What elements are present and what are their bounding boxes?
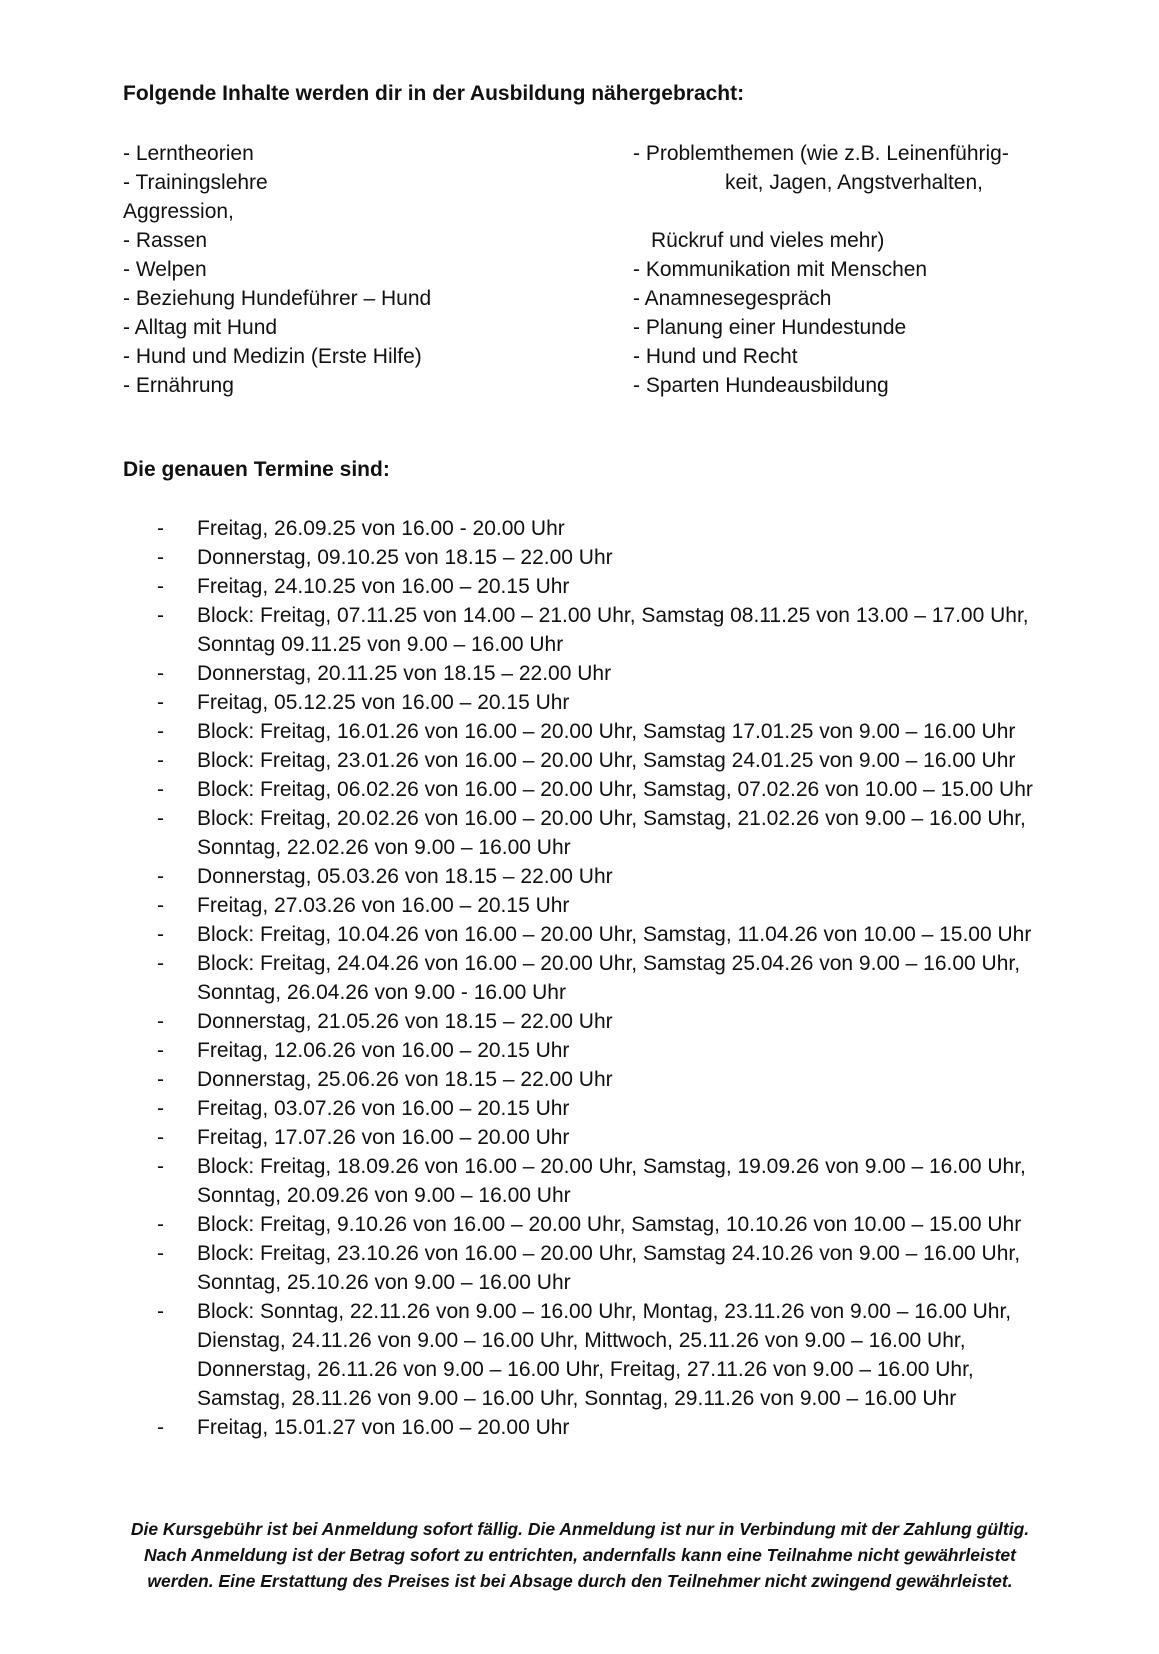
date-entry — [123, 601, 1083, 659]
topics-right-column — [633, 139, 1103, 400]
date-entry — [123, 1036, 1083, 1065]
date-entry-line: Sonntag, 25.10.26 von 9.00 – 16.00 Uhr — [197, 1271, 571, 1294]
date-entry-line: Freitag, 27.03.26 von 16.00 – 20.15 Uhr — [197, 894, 570, 917]
date-entry — [123, 572, 1083, 601]
topic-item: - Alltag mit Hund — [123, 316, 278, 339]
bullet-dash: - — [157, 691, 164, 714]
date-entry-line: Block: Freitag, 9.10.26 von 16.00 – 20.00 Uhr, Samstag, 10.10.26 von 10.00 – 15.00 Uhr — [197, 1213, 1022, 1236]
topic-item: - Anamnesegespräch — [633, 287, 832, 310]
date-entry-line: Freitag, 17.07.26 von 16.00 – 20.00 Uhr — [197, 1126, 570, 1149]
bullet-dash: - — [157, 662, 164, 685]
topic-item: - Rassen — [123, 229, 208, 252]
date-entry — [123, 1065, 1083, 1094]
bullet-dash: - — [157, 575, 164, 598]
topic-item-continuation: Rückruf und vieles mehr) — [651, 229, 885, 252]
date-entry-line: Block: Freitag, 16.01.26 von 16.00 – 20.00 Uhr, Samstag 17.01.25 von 9.00 – 16.00 Uhr — [197, 720, 1016, 743]
content-heading: Folgende Inhalte werden dir in der Ausbildung nähergebracht: — [123, 82, 745, 105]
date-entry-line: Donnerstag, 21.05.26 von 18.15 – 22.00 Uhr — [197, 1010, 613, 1033]
date-entry — [123, 1239, 1083, 1297]
payment-notice — [80, 1516, 1080, 1594]
bullet-dash: - — [157, 923, 164, 946]
topic-item: - Lerntheorien — [123, 142, 254, 165]
date-entry — [123, 1297, 1083, 1413]
date-entry — [123, 1413, 1083, 1442]
date-entry-line: Freitag, 26.09.25 von 16.00 - 20.00 Uhr — [197, 517, 565, 540]
topic-item: Aggression, — [123, 200, 234, 223]
topic-item: - Sparten Hundeausbildung — [633, 374, 889, 397]
date-entry-line: Sonntag 09.11.25 von 9.00 – 16.00 Uhr — [197, 633, 564, 656]
date-entry — [123, 1152, 1083, 1210]
date-entry-line: Donnerstag, 09.10.25 von 18.15 – 22.00 Uhr — [197, 546, 613, 569]
bullet-dash: - — [157, 778, 164, 801]
date-entry-line: Block: Freitag, 18.09.26 von 16.00 – 20.00 Uhr, Samstag, 19.09.26 von 9.00 – 16.00 Uhr, — [197, 1155, 1026, 1178]
date-entry — [123, 862, 1083, 891]
date-entry — [123, 1094, 1083, 1123]
topic-item: - Beziehung Hundeführer – Hund — [123, 287, 432, 310]
bullet-dash: - — [157, 546, 164, 569]
bullet-dash: - — [157, 604, 164, 627]
payment-notice-line: Nach Anmeldung ist der Betrag sofort zu entrichten, andernfalls kann eine Teilnahme nicht gewährleistet — [144, 1545, 1016, 1565]
date-entry-line: Freitag, 12.06.26 von 16.00 – 20.15 Uhr — [197, 1039, 570, 1062]
bullet-dash: - — [157, 517, 164, 540]
date-entry-line: Block: Freitag, 24.04.26 von 16.00 – 20.00 Uhr, Samstag 25.04.26 von 9.00 – 16.00 Uhr, — [197, 952, 1021, 975]
date-entry-line: Block: Freitag, 07.11.25 von 14.00 – 21.00 Uhr, Samstag 08.11.25 von 13.00 – 17.00 Uhr, — [197, 604, 1029, 627]
date-entry — [123, 746, 1083, 775]
bullet-dash: - — [157, 952, 164, 975]
payment-notice-line: werden. Eine Erstattung des Preises ist bei Absage durch den Teilnehmer nicht zwingend gewährleistet. — [147, 1571, 1013, 1591]
bullet-dash: - — [157, 1155, 164, 1178]
date-entry — [123, 775, 1083, 804]
date-entry — [123, 949, 1083, 1007]
date-entry-line: Block: Freitag, 20.02.26 von 16.00 – 20.00 Uhr, Samstag, 21.02.26 von 9.00 – 16.00 Uhr, — [197, 807, 1026, 830]
date-entry-line: Freitag, 03.07.26 von 16.00 – 20.15 Uhr — [197, 1097, 570, 1120]
date-entry — [123, 717, 1083, 746]
topic-item: - Hund und Recht — [633, 345, 798, 368]
date-entry — [123, 804, 1083, 862]
date-entry — [123, 920, 1083, 949]
date-entry-line: Donnerstag, 26.11.26 von 9.00 – 16.00 Uhr, Freitag, 27.11.26 von 9.00 – 16.00 Uhr, — [197, 1358, 974, 1381]
bullet-dash: - — [157, 1126, 164, 1149]
date-entry — [123, 543, 1083, 572]
bullet-dash: - — [157, 1416, 164, 1439]
date-entry-line: Dienstag, 24.11.26 von 9.00 – 16.00 Uhr, Mittwoch, 25.11.26 von 9.00 – 16.00 Uhr, — [197, 1329, 966, 1352]
date-entry-line: Donnerstag, 25.06.26 von 18.15 – 22.00 Uhr — [197, 1068, 613, 1091]
bullet-dash: - — [157, 1242, 164, 1265]
date-entry-line: Sonntag, 26.04.26 von 9.00 - 16.00 Uhr — [197, 981, 566, 1004]
date-entry-line: Donnerstag, 05.03.26 von 18.15 – 22.00 Uhr — [197, 865, 613, 888]
bullet-dash: - — [157, 1213, 164, 1236]
bullet-dash: - — [157, 720, 164, 743]
date-entry — [123, 891, 1083, 920]
bullet-dash: - — [157, 894, 164, 917]
date-entry-line: Block: Freitag, 23.10.26 von 16.00 – 20.00 Uhr, Samstag 24.10.26 von 9.00 – 16.00 Uhr, — [197, 1242, 1021, 1265]
topic-item: - Hund und Medizin (Erste Hilfe) — [123, 345, 422, 368]
topic-item: - Ernährung — [123, 374, 234, 397]
bullet-dash: - — [157, 1010, 164, 1033]
bullet-dash: - — [157, 807, 164, 830]
dates-heading: Die genauen Termine sind: — [123, 458, 390, 481]
topic-item: - Kommunikation mit Menschen — [633, 258, 928, 281]
topic-item-continuation: keit, Jagen, Angstverhalten, — [725, 171, 983, 194]
bullet-dash: - — [157, 865, 164, 888]
payment-notice-line: Die Kursgebühr ist bei Anmeldung sofort fällig. Die Anmeldung ist nur in Verbindung mit der Zahlung gültig. — [130, 1519, 1030, 1539]
topics-left-column — [123, 139, 593, 400]
bullet-dash: - — [157, 1068, 164, 1091]
date-entry — [123, 1210, 1083, 1239]
topic-item: - Planung einer Hundestunde — [633, 316, 907, 339]
bullet-dash: - — [157, 1300, 164, 1323]
date-entry — [123, 659, 1083, 688]
topic-item: - Problemthemen (wie z.B. Leinenführig- — [633, 142, 1009, 165]
topic-item: - Trainingslehre — [123, 171, 268, 194]
bullet-dash: - — [157, 1097, 164, 1120]
date-entry — [123, 1007, 1083, 1036]
bullet-dash: - — [157, 749, 164, 772]
date-entry-line: Block: Freitag, 23.01.26 von 16.00 – 20.00 Uhr, Samstag 24.01.25 von 9.00 – 16.00 Uhr — [197, 749, 1016, 772]
date-entry-line: Block: Sonntag, 22.11.26 von 9.00 – 16.00 Uhr, Montag, 23.11.26 von 9.00 – 16.00 Uhr, — [197, 1300, 1012, 1323]
date-entry-line: Freitag, 24.10.25 von 16.00 – 20.15 Uhr — [197, 575, 570, 598]
date-entry — [123, 1123, 1083, 1152]
dates-list — [123, 514, 1083, 1442]
date-entry-line: Freitag, 15.01.27 von 16.00 – 20.00 Uhr — [197, 1416, 570, 1439]
date-entry-line: Freitag, 05.12.25 von 16.00 – 20.15 Uhr — [197, 691, 570, 714]
date-entry — [123, 514, 1083, 543]
date-entry-line: Block: Freitag, 06.02.26 von 16.00 – 20.00 Uhr, Samstag, 07.02.26 von 10.00 – 15.00 Uhr — [197, 778, 1033, 801]
topic-item-spacer — [633, 197, 1103, 226]
date-entry-line: Sonntag, 22.02.26 von 9.00 – 16.00 Uhr — [197, 836, 571, 859]
date-entry-line: Block: Freitag, 10.04.26 von 16.00 – 20.00 Uhr, Samstag, 11.04.26 von 10.00 – 15.00 Uhr — [197, 923, 1032, 946]
bullet-dash: - — [157, 1039, 164, 1062]
date-entry — [123, 688, 1083, 717]
date-entry-line: Samstag, 28.11.26 von 9.00 – 16.00 Uhr, Sonntag, 29.11.26 von 9.00 – 16.00 Uhr — [197, 1387, 957, 1410]
date-entry-line: Donnerstag, 20.11.25 von 18.15 – 22.00 Uhr — [197, 662, 612, 685]
topic-item: - Welpen — [123, 258, 207, 281]
date-entry-line: Sonntag, 20.09.26 von 9.00 – 16.00 Uhr — [197, 1184, 571, 1207]
